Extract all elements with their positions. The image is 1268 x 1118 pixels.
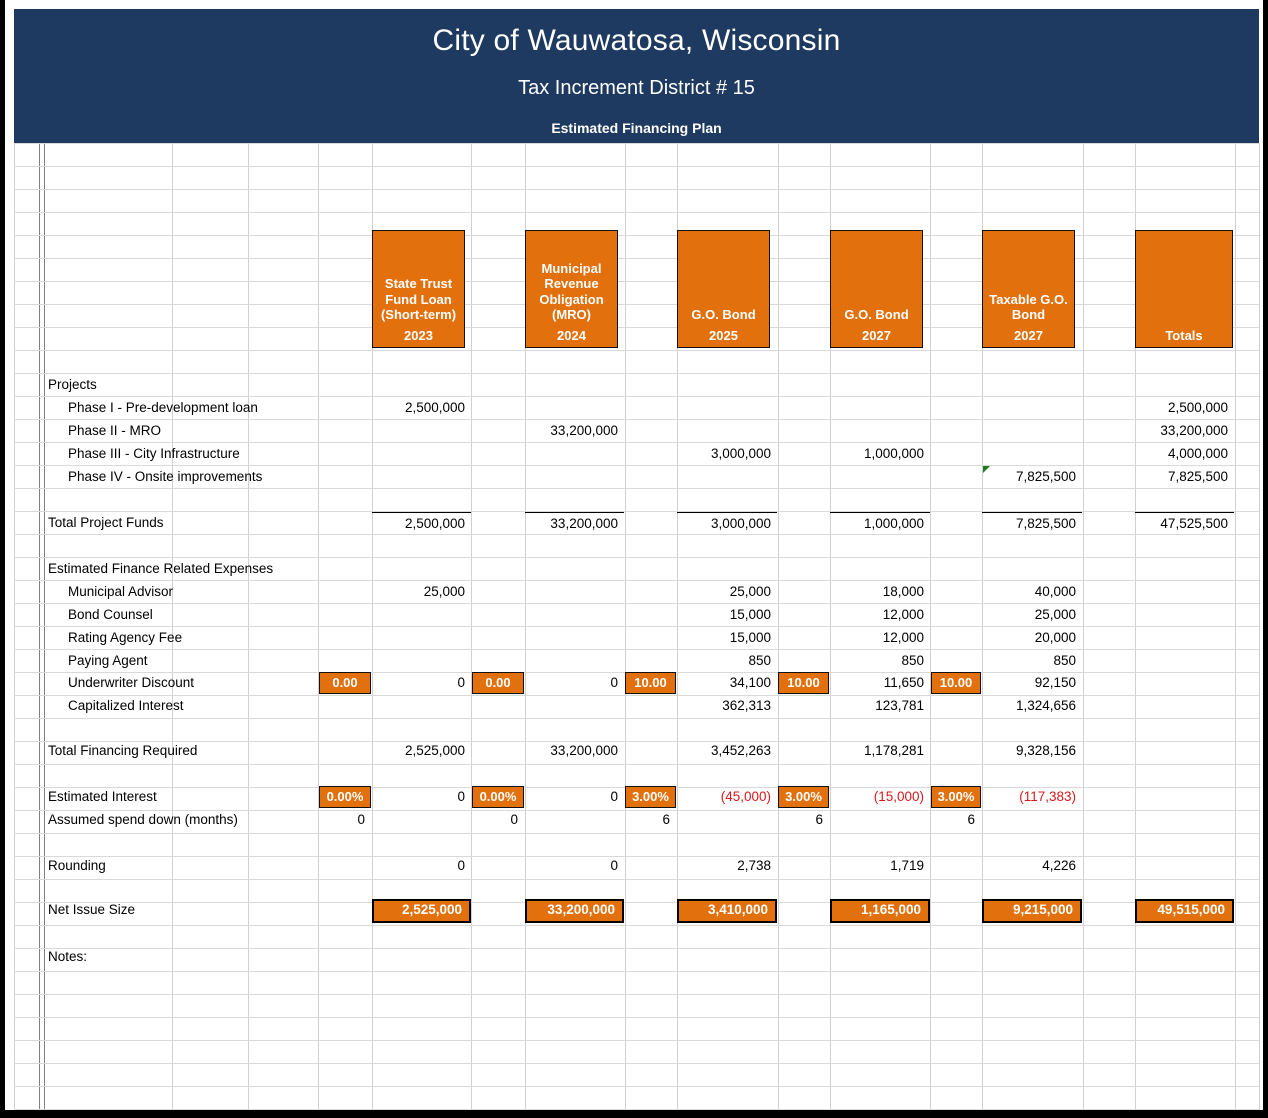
comment-marker-icon <box>983 466 990 473</box>
estimated-interest-rate-input[interactable]: 3.00% <box>778 786 829 808</box>
cell-net-issue-size-value: 1,165,000 <box>830 899 930 923</box>
cell-total-project-funds: 47,525,500 <box>1135 512 1234 534</box>
cell-project-phase-value: 7,825,500 <box>1167 469 1228 484</box>
page-subtitle: Tax Increment District # 15 <box>518 77 755 99</box>
cell-underwriter-discount-value: 11,650 <box>883 675 924 690</box>
cell-spend-down-value: 0 <box>510 812 518 827</box>
row-label-expense-item: Paying Agent <box>68 653 148 668</box>
header-line: G.O. Bond <box>691 307 756 322</box>
cell-project-phase-value: 7,825,500 <box>1015 469 1076 484</box>
grid-row-line <box>14 1017 1259 1018</box>
row-label-net-issue-size: Net Issue Size <box>48 902 136 917</box>
cell-underwriter-discount-value: 0 <box>610 675 618 690</box>
underwriter-discount-rate-input[interactable]: 10.00 <box>778 672 829 694</box>
row-label-expense-item: Bond Counsel <box>68 607 153 622</box>
grid-row-line <box>14 718 1259 719</box>
cell-underwriter-discount-value: 92,150 <box>1034 675 1076 690</box>
underwriter-discount-rate-input[interactable]: 10.00 <box>931 672 981 694</box>
header-year: 2024 <box>557 327 586 343</box>
row-label-estimated-finance-expenses: Estimated Finance Related Expenses <box>48 561 274 576</box>
grid-row-line <box>14 764 1259 765</box>
grid-row-line <box>14 1063 1259 1064</box>
header-line: Taxable G.O. <box>989 291 1068 307</box>
row-label-projects: Projects <box>48 377 97 392</box>
grid-column-line <box>1259 143 1260 1110</box>
cell-project-phase-value: 2,500,000 <box>404 400 465 415</box>
row-label-project-phase: Phase I - Pre-development loan <box>68 400 258 415</box>
cell-spend-down-value: 0 <box>357 812 365 827</box>
grid-row-line <box>14 166 1259 167</box>
cell-total-project-funds: 1,000,000 <box>830 512 930 534</box>
cell-estimated-interest-value: 0 <box>610 789 618 804</box>
grid-row-line <box>14 488 1259 489</box>
cell-expense-value: 25,000 <box>423 584 465 599</box>
cell-expense-value: 20,000 <box>1034 630 1076 645</box>
row-label-total-financing-required: Total Financing Required <box>48 743 198 758</box>
underwriter-discount-rate-input[interactable]: 0.00 <box>472 672 524 694</box>
column-header-totals <box>1135 230 1233 348</box>
cell-expense-value: 15,000 <box>729 630 771 645</box>
row-label-total-project-funds: Total Project Funds <box>48 515 164 530</box>
cell-rounding-value: 2,738 <box>737 858 771 873</box>
cell-capitalized-interest-value: 1,324,656 <box>1015 698 1076 713</box>
estimated-interest-rate-input[interactable]: 0.00% <box>472 786 524 808</box>
cell-capitalized-interest-value: 362,313 <box>722 698 771 713</box>
cell-total-project-funds: 3,000,000 <box>677 512 777 534</box>
estimated-interest-rate-input[interactable]: 3.00% <box>931 786 981 808</box>
header-year: 2027 <box>1014 327 1043 343</box>
header-line: Obligation <box>539 291 604 307</box>
estimated-interest-rate-input[interactable]: 3.00% <box>625 786 676 808</box>
cell-total-financing-required: 1,178,281 <box>863 743 924 758</box>
header-line: Municipal <box>541 260 602 276</box>
column-header-mro <box>525 230 618 348</box>
title-band <box>14 9 1259 143</box>
column-header-state-trust <box>372 230 465 348</box>
cell-expense-value: 40,000 <box>1034 584 1076 599</box>
grid-row-line <box>14 879 1259 880</box>
row-label-expense-item: Municipal Advisor <box>68 584 174 599</box>
grid-row-line <box>14 925 1259 926</box>
cell-project-phase-value: 33,200,000 <box>550 423 618 438</box>
grid-row-line <box>14 1086 1259 1087</box>
cell-rounding-value: 1,719 <box>890 858 924 873</box>
cell-estimated-interest-value: (15,000) <box>873 789 924 804</box>
row-label-rounding: Rounding <box>48 858 106 873</box>
header-line: State Trust <box>384 276 453 291</box>
cell-rounding-value: 0 <box>457 858 465 873</box>
cell-spend-down-value: 6 <box>967 812 975 827</box>
cell-expense-value: 25,000 <box>1034 607 1076 622</box>
cell-net-issue-size-value: 3,410,000 <box>677 899 777 923</box>
column-header-go-bond-2027 <box>830 230 923 348</box>
row-label-assumed-spend-down: Assumed spend down (months) <box>48 812 238 827</box>
cell-expense-value: 850 <box>748 653 771 668</box>
row-label-expense-item: Rating Agency Fee <box>68 630 183 645</box>
cell-project-phase-value: 4,000,000 <box>1167 446 1228 461</box>
underwriter-discount-rate-input[interactable]: 10.00 <box>625 672 676 694</box>
cell-net-issue-size-value: 9,215,000 <box>982 899 1082 923</box>
cell-total-financing-required: 2,525,000 <box>404 743 465 758</box>
cell-net-issue-size-value: 49,515,000 <box>1135 899 1234 923</box>
page-title: City of Wauwatosa, Wisconsin <box>432 24 841 57</box>
cell-project-phase-value: 2,500,000 <box>1167 400 1228 415</box>
column-header-go-bond-2025 <box>677 230 770 348</box>
cell-total-financing-required: 3,452,263 <box>710 743 771 758</box>
cell-project-phase-value: 1,000,000 <box>863 446 924 461</box>
header-line: Revenue <box>544 276 599 291</box>
header-line: (MRO) <box>552 307 591 322</box>
grid-row-line <box>14 1040 1259 1041</box>
header-year: 2023 <box>404 327 433 343</box>
header-year: Totals <box>1165 327 1203 343</box>
grid-row-line <box>14 189 1259 190</box>
cell-underwriter-discount-value: 34,100 <box>729 675 771 690</box>
row-label-notes: Notes: <box>48 949 88 964</box>
cell-net-issue-size-value: 33,200,000 <box>525 899 624 923</box>
header-line: Fund Loan <box>385 291 452 307</box>
grid-row-line <box>14 350 1259 351</box>
header-year: 2027 <box>862 327 891 343</box>
grid-row-line <box>14 143 1259 144</box>
cell-capitalized-interest-value: 123,781 <box>875 698 924 713</box>
header-year: 2025 <box>709 327 738 343</box>
row-label-project-phase: Phase III - City Infrastructure <box>68 446 240 461</box>
cell-total-project-funds: 7,825,500 <box>982 512 1082 534</box>
cell-estimated-interest-value: 0 <box>457 789 465 804</box>
grid-row-line <box>14 212 1259 213</box>
column-header-taxable-go-bond <box>982 230 1075 348</box>
row-label-project-phase: Phase IV - Onsite improvements <box>68 469 263 484</box>
cell-estimated-interest-value: (117,383) <box>1019 789 1076 804</box>
estimated-interest-rate-input[interactable]: 0.00% <box>319 786 371 808</box>
cell-project-phase-value: 33,200,000 <box>1160 423 1228 438</box>
cell-total-project-funds: 33,200,000 <box>525 512 624 534</box>
cell-total-financing-required: 9,328,156 <box>1015 743 1076 758</box>
grid-row-line <box>14 994 1259 995</box>
cell-total-project-funds: 2,500,000 <box>372 512 471 534</box>
cell-project-phase-value: 3,000,000 <box>710 446 771 461</box>
cell-spend-down-value: 6 <box>662 812 670 827</box>
cell-rounding-value: 4,226 <box>1042 858 1076 873</box>
cell-expense-value: 18,000 <box>882 584 924 599</box>
cell-expense-value: 12,000 <box>882 607 924 622</box>
cell-rounding-value: 0 <box>610 858 618 873</box>
cell-expense-value: 850 <box>901 653 924 668</box>
row-label-estimated-interest: Estimated Interest <box>48 789 157 804</box>
row-label-capitalized-interest: Capitalized Interest <box>68 698 184 713</box>
grid-row-line <box>14 833 1259 834</box>
cell-expense-value: 850 <box>1053 653 1076 668</box>
header-line: Bond <box>1011 307 1046 322</box>
row-label-underwriter-discount: Underwriter Discount <box>68 675 195 690</box>
cell-total-financing-required: 33,200,000 <box>550 743 618 758</box>
cell-estimated-interest-value: (45,000) <box>720 789 771 804</box>
page-subtitle-2: Estimated Financing Plan <box>551 120 722 136</box>
cell-expense-value: 25,000 <box>729 584 771 599</box>
cell-expense-value: 12,000 <box>882 630 924 645</box>
underwriter-discount-rate-input[interactable]: 0.00 <box>319 672 371 694</box>
header-line: (Short-term) <box>380 307 457 322</box>
cell-expense-value: 15,000 <box>729 607 771 622</box>
cell-underwriter-discount-value: 0 <box>457 675 465 690</box>
grid-row-line <box>14 1109 1259 1110</box>
cell-spend-down-value: 6 <box>815 812 823 827</box>
cell-net-issue-size-value: 2,525,000 <box>372 899 471 923</box>
row-label-project-phase: Phase II - MRO <box>68 423 162 438</box>
header-line: G.O. Bond <box>844 307 909 322</box>
grid-row-line <box>14 971 1259 972</box>
